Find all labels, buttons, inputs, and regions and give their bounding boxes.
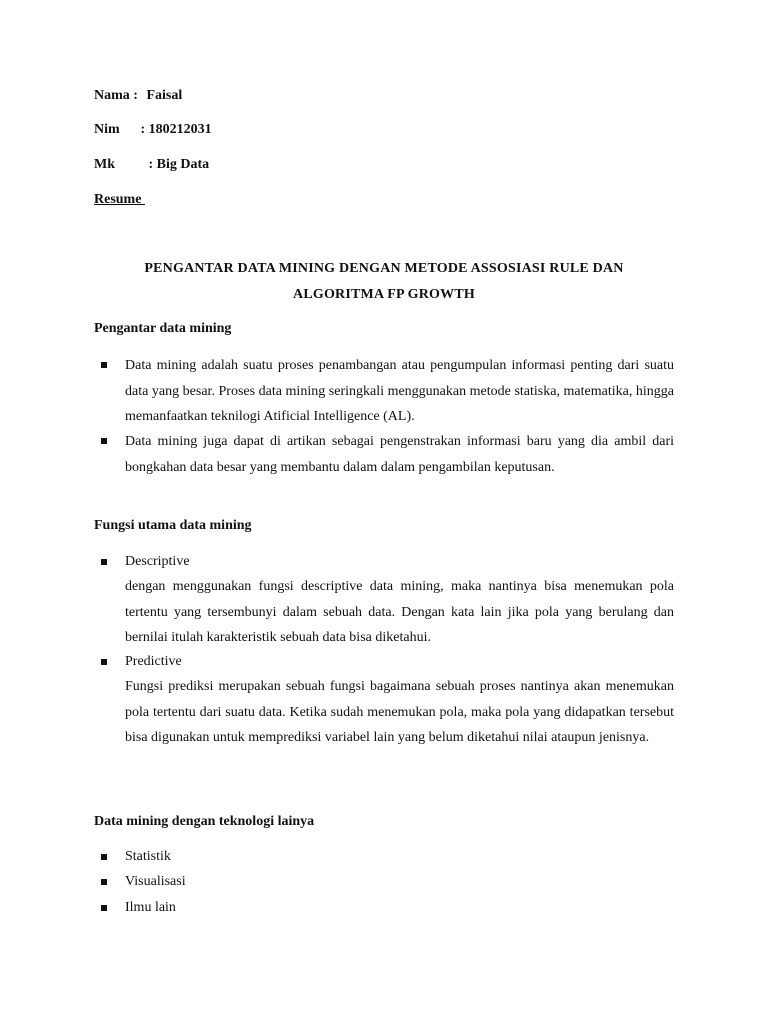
mk-value: : Big Data <box>148 157 210 172</box>
document-title-line-2: ALGORITMA FP GROWTH <box>293 287 475 302</box>
bullet-icon <box>101 659 107 665</box>
nim-value: : 180212031 <box>140 122 212 137</box>
section-heading-pengantar: Pengantar data mining <box>94 321 232 336</box>
bullet-icon <box>101 879 107 885</box>
bullet-icon <box>101 559 107 565</box>
bullet-icon <box>101 438 107 444</box>
bullet-icon <box>101 905 107 911</box>
nama-value: Faisal <box>146 88 183 103</box>
section-heading-fungsi: Fungsi utama data mining <box>94 518 252 533</box>
list-item-description: Fungsi prediksi merupakan sebuah fungsi bagaimana sebuah proses nantinya akan menemukan pola tertentu dari suatu data. Ketika sudah menemukan pola, maka pola yang didapatkan tersebut bisa digunakan untuk memprediksi variabel lain yang belum diketahui nilai ataupun jenisnya. <box>125 679 674 745</box>
nim-label: Nim <box>94 122 120 137</box>
resume-label: Resume <box>94 192 145 207</box>
list-item: Data mining adalah suatu proses penambangan atau pengumpulan informasi penting dari suatu data yang besar. Proses data mining seringkali menggunakan metode statiska, matematika, hingga memanfaatkan teknilogi Atificial Intelligence (AL). <box>125 358 674 424</box>
list-item: Statistik <box>125 849 171 864</box>
list-item: Data mining juga dapat di artikan sebagai pengenstrakan informasi baru yang dia ambil dari bongkahan data besar yang membantu dalam dalam pengambilan keputusan. <box>125 434 674 475</box>
list-item-description: dengan menggunakan fungsi descriptive data mining, maka nantinya bisa menemukan pola tertentu yang tersembunyi dalam sebuah data. Dengan kata lain jika pola yang berulang dan bernilai itulah karakteristik sebuah data bisa diketahui. <box>125 579 674 645</box>
bullet-icon <box>101 854 107 860</box>
document-title-line-1: PENGANTAR DATA MINING DENGAN METODE ASSOSIASI RULE DAN <box>144 261 624 276</box>
nim-row <box>94 121 212 139</box>
nama-row <box>94 87 182 105</box>
list-item: Visualisasi <box>125 874 186 889</box>
nama-label: Nama : <box>94 88 138 103</box>
list-item-label: Descriptive <box>125 554 190 569</box>
list-item: Ilmu lain <box>125 900 176 915</box>
mk-label: Mk <box>94 157 115 172</box>
section-heading-teknologi: Data mining dengan teknologi lainya <box>94 814 315 829</box>
bullet-icon <box>101 362 107 368</box>
mk-row <box>94 156 209 174</box>
list-item-label: Predictive <box>125 654 182 669</box>
